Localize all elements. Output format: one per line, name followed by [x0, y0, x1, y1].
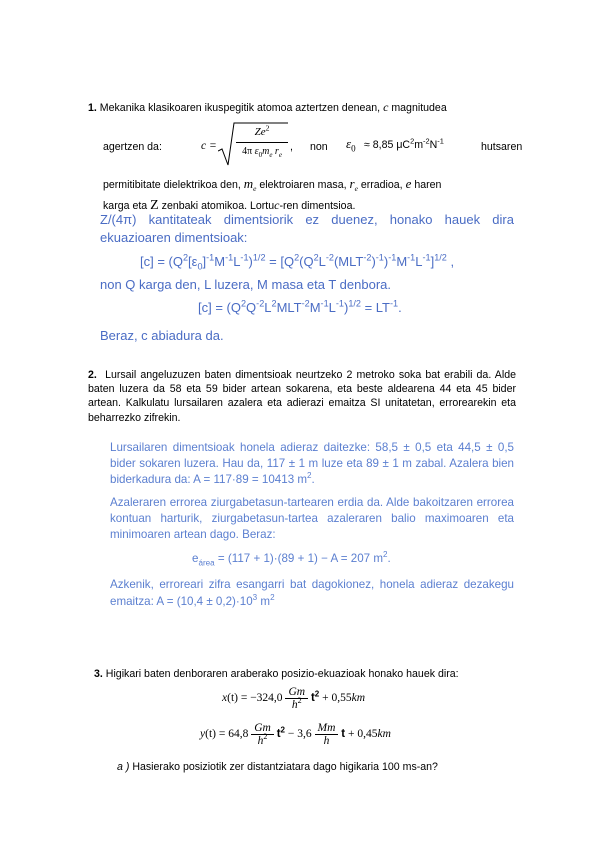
x-equation: x(t) = −324,0 $\frac{Gm}{h^2}$ $t^2 + 0,55km$ — [222, 686, 366, 711]
equation-1: $[c] = (Q^2[\varepsilon_0]^{-1}M^{-1}L^{-1})^{1/2} = [Q^2(Q^2L^{-2}(MLT^{-2})^{-1})^{-1}M^{-1}L^{-1}]^{1/2}$ , — [140, 252, 455, 272]
question-1: 1. Mekanika klasikoaren ikuspegitik atomoa aztertzen denean, c magnitudea agertzen da: c = $Ze^2$ 4π $\varepsilon_0m_e$ $r_e$ , non $\varepsilon_0$ ≈ 8,85 $\mu C^2m^{-2}N^{-1}$ hutsaren permitibitate dielektrikoa den, $m_e$ elektroiaren masa, $r_e$ erradioa, e haren karga eta Z zenbaki atomikoa. Lortuc-ren dimentsioa. — [88, 100, 523, 213]
question-3: 3. Higikari baten denboraren araberako posizio-ekuazioak honako hauek dira: — [94, 668, 459, 680]
question-number: 2. — [88, 369, 97, 381]
question-3a: a ) Hasierako posiziotik zer distantziatara dago higikaria 100 ms-an? — [117, 761, 438, 773]
answer-2: Lursailaren dimentsioak honela adieraz daitezke: 58,5 ± 0,5 eta 44,5 ± 0,5 bider sokaren luzera. Hau da, 117 ± 1 m luze eta 89 ± 1 m zabal. Azalera bien biderkadura da: A = 117·89 = 10413 $m^2$. Azaleraren errorea ziurgabetasun-tartearen erdia da. Alde bakoitzaren errorea kontuan harturik, ziurgabetasun-tartea azaleraren balio maximoaren eta minimoaren artean dago. Beraz: $e_{área} = (117 + 1)\cdot(89 + 1) - A = 207$ $m^2$. Azkenik, erroreari zifra esangarri bat dagokionez, honela adieraz dezakegu emaitza: $A = (10,4 \pm 0,2)\cdot 10^3$ $m^2$ — [110, 441, 514, 608]
question-number: 3. — [94, 668, 103, 680]
epsilon-symbol: $\varepsilon_0$ — [346, 136, 356, 154]
formula-fraction: Ze$^2$ 4π $\varepsilon_0m_e$ $r_e$ — [236, 125, 288, 159]
equation-2: $[c] = (Q^2Q^{-2}L^2MLT^{-2}M^{-1}L^{-1})^{1/2} = LT^{-1}$. — [198, 298, 402, 315]
error-equation: $e_{área} = (117 + 1)\cdot(89 + 1) - A = 207$ $m^2$. — [192, 550, 391, 568]
formula-row: agertzen da: c = $Ze^2$ 4π $\varepsilon_0m_e$ $r_e$ , non $\varepsilon_0$ ≈ 8,85 $\mu C^2m^{-2}N^{-1}$ hutsaren — [88, 119, 514, 167]
epsilon-value: ≈ 8,85 $\mu C^2m^{-2}N^{-1}$ — [364, 136, 444, 151]
y-equation: y(t) = 64,8 $\frac{Gm}{h^2}$ $t^2 - 3,6$ $\frac{Mm}{h}$ t + 0,45km — [200, 722, 391, 747]
question-2: 2. Lursail angeluzuzen baten dimentsioak neurtzeko 2 metroko soka bat erabili da. Alde baten luzera da 58 eta 59 bider artean sokarena, eta beste aldearena 44 eta 45 bider artean. Kalkulatu lursailaren azalera eta adierazi emaitza SI unitatetan, errorearekin eta beharrezko zifrekin. — [88, 369, 516, 424]
answer-1: Z/(4π) kantitateak dimentsiorik ez duenez, honako hauek dira ekuazioaren dimentsioak: $[c] = (Q^2[\varepsilon_0]^{-1}M^{-1}L^{-1})^{1/2} = [Q^2(Q^2L^{-2}(MLT^{-2})^{-1})^{-1}M^{-1}L^{-1}]^{1/2}$ , non Q karga den, L luzera, M masa eta T denbora. $[c] = (Q^2Q^{-2}L^2MLT^{-2}M^{-1}L^{-1})^{1/2} = LT^{-1}$. Beraz, c abiadura da. — [100, 212, 514, 343]
question-number: 1. — [88, 102, 97, 114]
